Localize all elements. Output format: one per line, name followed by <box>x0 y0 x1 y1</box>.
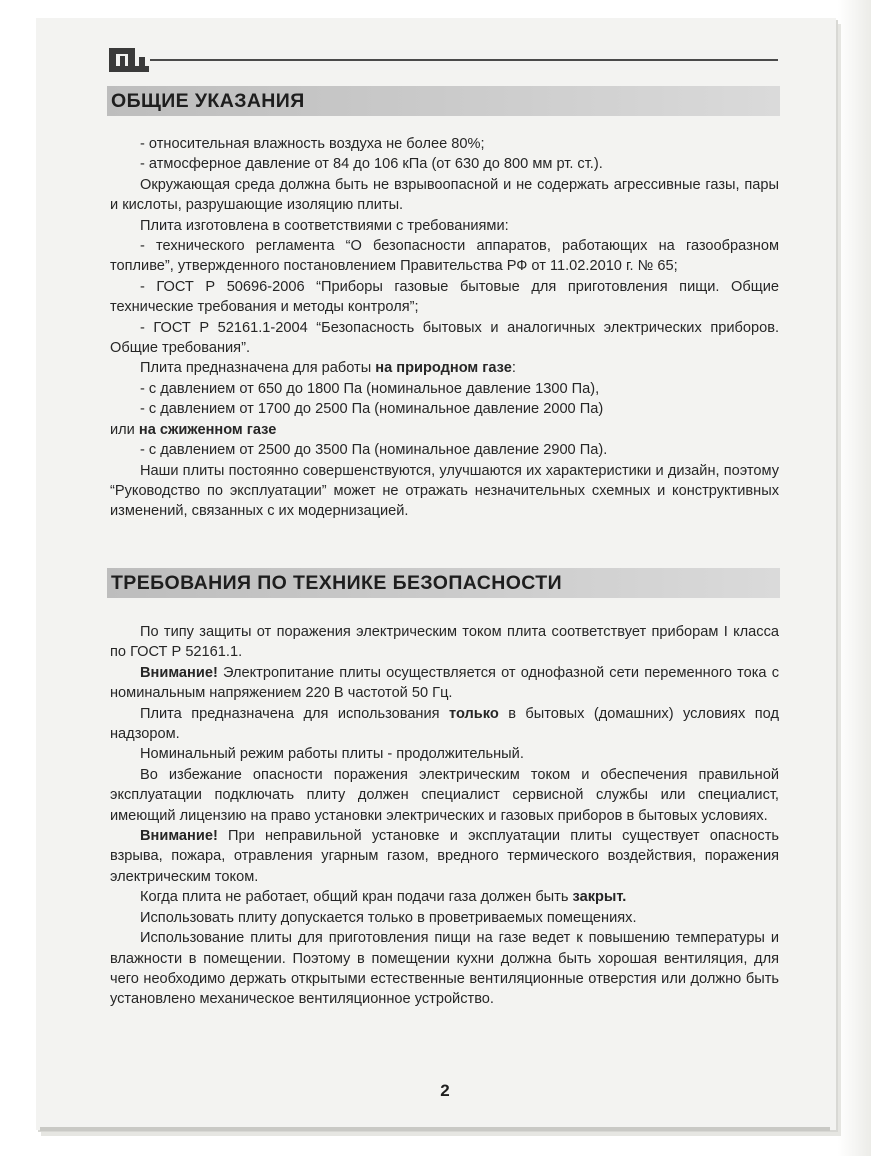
paragraph: - относительная влажность воздуха не более 80%; <box>140 136 485 152</box>
paragraph <box>110 663 779 704</box>
section-heading-bar <box>107 568 780 598</box>
text-run: Плита предназначена для использования <box>140 705 449 722</box>
paragraph: - ГОСТ Р 50696-2006 “Приборы газовые бытовые для приготовления пищи. Общие технические требования и методы контроля”; <box>110 278 779 316</box>
paragraph: Использование плиты для приготовления пищи на газе ведет к повышению температуры и влажности в помещении. Поэтому в помещении кухни должна быть хорошая вентиляция, для чего необходимо держать открытыми естественные вентиляционные отверстия или должно быть установлено механическое вентиляционное устройство. <box>110 930 779 1008</box>
text-run: При неправильной установке и эксплуатации плиты существует опасность взрыва, пожара, отравления угарным газом, вредного термического воздействия, поражения электрическим током. <box>110 828 779 885</box>
paragraph <box>110 826 779 887</box>
page-number: 2 <box>440 1081 450 1100</box>
paragraph <box>110 420 779 440</box>
paragraph: Окружающая среда должна быть не взрывоопасной и не содержать агрессивные газы, пары и кислоты, разрушающие изоляцию плиты. <box>110 176 779 214</box>
section-heading-bar <box>107 86 780 116</box>
section-title-safety: ТРЕБОВАНИЯ ПО ТЕХНИКЕ БЕЗОПАСНОСТИ <box>111 572 562 594</box>
manufacturer-logo-icon <box>109 44 153 74</box>
paragraph: Использовать плиту допускается только в проветриваемых помещениях. <box>140 909 637 926</box>
bold-text: на сжиженном газе <box>138 421 277 438</box>
text-run: Когда плита не работает, общий кран подачи газа должен быть <box>140 889 573 906</box>
text-run: : <box>511 360 516 377</box>
text-run: или <box>110 421 139 438</box>
paragraph <box>110 358 779 378</box>
paragraph <box>110 704 779 745</box>
paragraph: - с давлением от 2500 до 3500 Па (номинальное давление 2900 Па). <box>140 442 608 459</box>
bold-text: Внимание! <box>140 664 218 681</box>
paragraph: Плита изготовлена в соответствиями с требованиями: <box>140 217 509 234</box>
text-run: Плита предназначена для работы <box>140 360 376 377</box>
page-edge-shadow <box>40 1127 830 1131</box>
bold-text: только <box>448 705 499 722</box>
header-rule <box>150 59 778 61</box>
paragraph: Во избежание опасности поражения электрическим током и обеспечения правильной эксплуатации подключать плиту должен специалист сервисной службы или специалист, имеющий лицензию на право установки электрических и газовых приборов в бытовых условиях. <box>110 766 779 824</box>
section-general-body <box>110 134 779 522</box>
paragraph: Наши плиты постоянно совершенствуются, улучшаются их характеристики и дизайн, поэтому “Руководство по эксплуатации” может не отражать незначительных схемных и конструктивных изменений, связанных с их модернизацией. <box>110 462 779 520</box>
paragraph: Номинальный режим работы плиты - продолжительный. <box>140 746 524 763</box>
section-title-general: ОБЩИЕ УКАЗАНИЯ <box>111 90 305 112</box>
bold-text: на природном газе <box>375 360 512 377</box>
bold-text: закрыт. <box>572 889 627 906</box>
section-safety-body <box>110 622 779 1010</box>
paragraph: - технического регламента “О безопасности аппаратов, работающих на газообразном топливе”, утвержденного постановлением Правительства РФ от 11.02.2010 г. № 65; <box>110 238 779 275</box>
background-margin <box>838 0 871 1156</box>
text-run: в бытовых (домашних) условиях под надзором. <box>110 705 779 743</box>
paragraph: - с давлением от 1700 до 2500 Па (номинальное давление 2000 Па) <box>140 401 604 418</box>
text-run: Электропитание плиты осуществляется от однофазной сети переменного тока с номинальным напряжением 220 В частотой 50 Гц. <box>110 664 779 702</box>
bold-text: Внимание! <box>140 828 218 845</box>
paragraph: По типу защиты от поражения электрическим током плита соответствует приборам I класса по ГОСТ Р 52161.1. <box>110 624 779 661</box>
paragraph: - ГОСТ Р 52161.1-2004 “Безопасность бытовых и аналогичных электрических приборов. Общие требования”. <box>110 319 779 357</box>
paragraph: - атмосферное давление от 84 до 106 кПа (от 630 до 800 мм рт. ст.). <box>140 156 603 173</box>
paragraph <box>110 887 779 907</box>
paragraph: - с давлением от 650 до 1800 Па (номинальное давление 1300 Па), <box>140 380 600 397</box>
